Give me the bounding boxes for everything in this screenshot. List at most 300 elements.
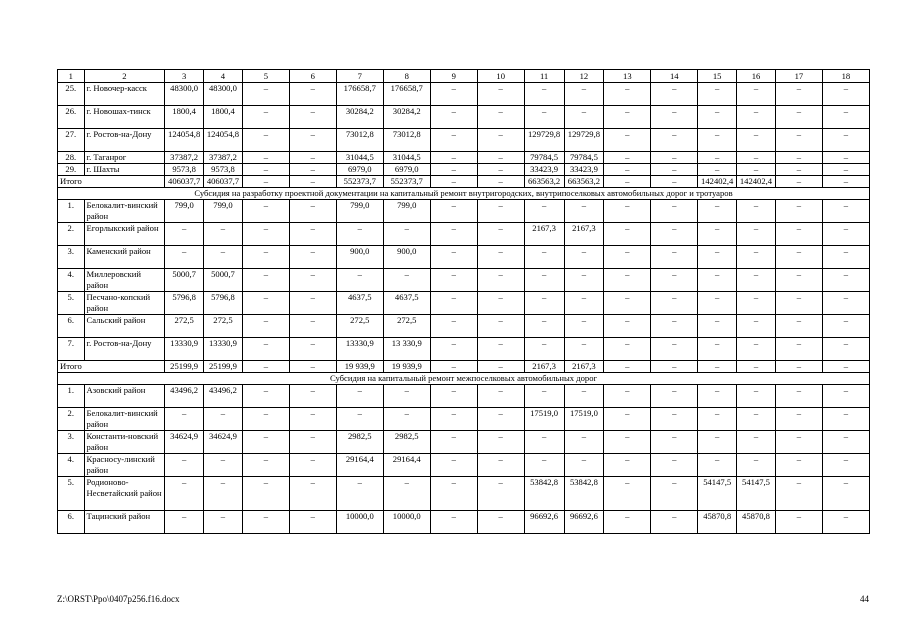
table-cell: – bbox=[604, 408, 651, 431]
table-row bbox=[58, 315, 870, 338]
municipality-name: Красносу-линский район bbox=[84, 454, 165, 477]
table-cell: 9573,8 bbox=[165, 164, 204, 176]
table-cell: – bbox=[477, 246, 524, 269]
table-cell: – bbox=[289, 385, 336, 408]
table-cell: – bbox=[698, 338, 737, 361]
table-cell: – bbox=[822, 106, 869, 129]
document-sheet bbox=[57, 69, 870, 534]
table-cell: – bbox=[564, 431, 604, 454]
table-cell: – bbox=[737, 223, 776, 246]
table-cell: – bbox=[651, 246, 698, 269]
table-cell: – bbox=[698, 408, 737, 431]
table-cell: – bbox=[651, 200, 698, 223]
table-cell: – bbox=[564, 200, 604, 223]
table-cell: 96692,6 bbox=[524, 511, 564, 534]
municipality-name: г. Новочер-касск bbox=[84, 83, 165, 106]
table-cell: – bbox=[651, 408, 698, 431]
table-cell: – bbox=[204, 454, 243, 477]
table-row bbox=[58, 83, 870, 106]
table-cell: – bbox=[289, 361, 336, 373]
table-cell: – bbox=[822, 408, 869, 431]
table-cell: – bbox=[737, 200, 776, 223]
column-number-cell: 8 bbox=[383, 70, 430, 83]
municipality-name: Егорлыкский район bbox=[84, 223, 165, 246]
total-label: Итого bbox=[58, 361, 165, 373]
table-cell: – bbox=[383, 223, 430, 246]
table-cell: – bbox=[430, 511, 477, 534]
table-cell: – bbox=[242, 129, 289, 152]
table-cell: 272,5 bbox=[383, 315, 430, 338]
row-number: 4. bbox=[58, 454, 85, 477]
table-cell: – bbox=[651, 129, 698, 152]
row-number: 2. bbox=[58, 223, 85, 246]
table-cell: – bbox=[430, 385, 477, 408]
table-cell: – bbox=[737, 83, 776, 106]
table-cell: – bbox=[165, 454, 204, 477]
table-cell: 34624,9 bbox=[165, 431, 204, 454]
table-cell: – bbox=[383, 477, 430, 511]
table-cell: – bbox=[737, 269, 776, 292]
table-cell: – bbox=[651, 361, 698, 373]
column-number-cell: 14 bbox=[651, 70, 698, 83]
table-cell: – bbox=[430, 83, 477, 106]
table-cell: – bbox=[737, 361, 776, 373]
table-cell: – bbox=[822, 200, 869, 223]
table-cell: – bbox=[775, 152, 822, 164]
municipality-name: г. Новошах-тинск bbox=[84, 106, 165, 129]
table-cell: – bbox=[822, 223, 869, 246]
table-row bbox=[58, 223, 870, 246]
table-cell: – bbox=[564, 292, 604, 315]
table-cell: – bbox=[775, 83, 822, 106]
table-cell: 2167,3 bbox=[524, 223, 564, 246]
table-cell: 900,0 bbox=[383, 246, 430, 269]
table-cell: 29164,4 bbox=[383, 454, 430, 477]
table-cell: – bbox=[204, 511, 243, 534]
table-cell: – bbox=[604, 477, 651, 511]
table-cell: – bbox=[822, 385, 869, 408]
table-cell: – bbox=[242, 338, 289, 361]
row-number: 3. bbox=[58, 246, 85, 269]
table-cell: – bbox=[430, 361, 477, 373]
table-cell: – bbox=[430, 223, 477, 246]
table-row bbox=[58, 408, 870, 431]
table-cell: – bbox=[698, 315, 737, 338]
table-row bbox=[58, 152, 870, 164]
table-cell: – bbox=[604, 431, 651, 454]
table-cell: – bbox=[430, 338, 477, 361]
table-cell: – bbox=[698, 454, 737, 477]
table-row bbox=[58, 454, 870, 477]
table-cell: – bbox=[564, 269, 604, 292]
table-cell: 43496,2 bbox=[165, 385, 204, 408]
table-cell: – bbox=[289, 454, 336, 477]
row-number: 5. bbox=[58, 292, 85, 315]
table-cell: 5000,7 bbox=[204, 269, 243, 292]
table-cell: 9573,8 bbox=[204, 164, 243, 176]
table-cell: – bbox=[822, 164, 869, 176]
table-cell: – bbox=[651, 269, 698, 292]
table-cell: – bbox=[822, 511, 869, 534]
table-cell: – bbox=[477, 223, 524, 246]
column-number-cell: 18 bbox=[822, 70, 869, 83]
table-cell: – bbox=[564, 83, 604, 106]
total-label: Итого bbox=[58, 176, 165, 188]
table-cell: – bbox=[604, 164, 651, 176]
row-number: 27. bbox=[58, 129, 85, 152]
table-cell: – bbox=[775, 106, 822, 129]
section-heading: Субсидия на разработку проектной документации на капитальный ремонт внутригородских, внутрипоселковых автомобильных дорог и тротуаров bbox=[58, 188, 870, 200]
table-cell: – bbox=[477, 315, 524, 338]
table-cell: – bbox=[698, 246, 737, 269]
table-cell: – bbox=[430, 246, 477, 269]
table-cell: – bbox=[242, 511, 289, 534]
table-cell: – bbox=[604, 83, 651, 106]
table-cell: – bbox=[737, 454, 776, 477]
row-number: 25. bbox=[58, 83, 85, 106]
budget-table bbox=[57, 69, 870, 534]
municipality-name: г. Шахты bbox=[84, 164, 165, 176]
table-cell: 10000,0 bbox=[336, 511, 383, 534]
table-cell: – bbox=[698, 385, 737, 408]
table-cell: – bbox=[698, 223, 737, 246]
table-cell: – bbox=[165, 477, 204, 511]
table-cell: – bbox=[242, 246, 289, 269]
table-cell: 13330,9 bbox=[336, 338, 383, 361]
table-cell: – bbox=[477, 408, 524, 431]
table-cell: – bbox=[737, 315, 776, 338]
table-cell: – bbox=[204, 246, 243, 269]
table-cell: – bbox=[204, 223, 243, 246]
table-cell: – bbox=[604, 338, 651, 361]
table-cell: 5000,7 bbox=[165, 269, 204, 292]
row-number: 26. bbox=[58, 106, 85, 129]
table-cell: – bbox=[477, 385, 524, 408]
table-cell: – bbox=[383, 408, 430, 431]
table-cell: – bbox=[604, 200, 651, 223]
table-cell: – bbox=[604, 246, 651, 269]
table-row bbox=[58, 431, 870, 454]
table-cell: – bbox=[524, 454, 564, 477]
table-cell: – bbox=[242, 200, 289, 223]
table-cell: 31044,5 bbox=[383, 152, 430, 164]
table-cell: – bbox=[289, 431, 336, 454]
table-cell: – bbox=[604, 129, 651, 152]
table-cell: 799,0 bbox=[383, 200, 430, 223]
column-number-cell: 9 bbox=[430, 70, 477, 83]
row-number: 1. bbox=[58, 200, 85, 223]
table-cell: – bbox=[242, 292, 289, 315]
table-cell: – bbox=[165, 246, 204, 269]
table-body bbox=[58, 70, 870, 534]
table-cell: – bbox=[775, 408, 822, 431]
table-cell: – bbox=[651, 385, 698, 408]
table-cell: – bbox=[822, 315, 869, 338]
table-cell: – bbox=[775, 292, 822, 315]
table-cell: – bbox=[651, 106, 698, 129]
table-cell: – bbox=[524, 385, 564, 408]
table-cell: – bbox=[289, 129, 336, 152]
row-number: 6. bbox=[58, 511, 85, 534]
municipality-name: Белокалит-винский район bbox=[84, 200, 165, 223]
table-cell: 2982,5 bbox=[383, 431, 430, 454]
table-cell: – bbox=[651, 431, 698, 454]
table-cell: – bbox=[289, 269, 336, 292]
row-number: 2. bbox=[58, 408, 85, 431]
table-row bbox=[58, 200, 870, 223]
table-cell: 43496,2 bbox=[204, 385, 243, 408]
table-cell: – bbox=[242, 315, 289, 338]
table-cell: 25199,9 bbox=[204, 361, 243, 373]
table-cell: 406037,7 bbox=[165, 176, 204, 188]
column-number-cell: 11 bbox=[524, 70, 564, 83]
table-cell: – bbox=[775, 164, 822, 176]
row-number: 3. bbox=[58, 431, 85, 454]
table-cell: – bbox=[698, 361, 737, 373]
table-cell: – bbox=[242, 164, 289, 176]
table-cell: – bbox=[165, 511, 204, 534]
table-cell: – bbox=[737, 246, 776, 269]
table-cell: – bbox=[289, 83, 336, 106]
table-cell: – bbox=[289, 152, 336, 164]
table-cell: – bbox=[775, 511, 822, 534]
table-cell: – bbox=[204, 408, 243, 431]
municipality-name: Азовский район bbox=[84, 385, 165, 408]
table-cell: 272,5 bbox=[336, 315, 383, 338]
table-cell: – bbox=[822, 176, 869, 188]
column-number-cell: 1 bbox=[58, 70, 85, 83]
table-cell: 19 939,9 bbox=[336, 361, 383, 373]
row-number: 1. bbox=[58, 385, 85, 408]
table-cell: 31044,5 bbox=[336, 152, 383, 164]
table-cell: – bbox=[430, 106, 477, 129]
table-cell: – bbox=[822, 454, 869, 477]
table-cell: – bbox=[698, 106, 737, 129]
table-cell: 1800,4 bbox=[165, 106, 204, 129]
table-cell: 37387,2 bbox=[165, 152, 204, 164]
table-cell: – bbox=[822, 152, 869, 164]
municipality-name: г. Ростов-на-Дону bbox=[84, 338, 165, 361]
table-cell: 29164,4 bbox=[336, 454, 383, 477]
table-cell: – bbox=[775, 129, 822, 152]
table-cell: – bbox=[336, 408, 383, 431]
table-cell: 799,0 bbox=[204, 200, 243, 223]
section-heading-row bbox=[58, 373, 870, 385]
table-cell: – bbox=[242, 454, 289, 477]
table-cell: – bbox=[822, 338, 869, 361]
table-cell: – bbox=[698, 292, 737, 315]
table-cell: 30284,2 bbox=[336, 106, 383, 129]
table-cell: 79784,5 bbox=[564, 152, 604, 164]
table-cell: 10000,0 bbox=[383, 511, 430, 534]
table-cell: 272,5 bbox=[165, 315, 204, 338]
column-number-cell: 15 bbox=[698, 70, 737, 83]
table-cell: 129729,8 bbox=[524, 129, 564, 152]
table-cell: 2982,5 bbox=[336, 431, 383, 454]
table-cell: – bbox=[651, 338, 698, 361]
table-cell: 2167,3 bbox=[564, 223, 604, 246]
table-cell: – bbox=[383, 269, 430, 292]
table-row bbox=[58, 292, 870, 315]
table-cell: – bbox=[477, 338, 524, 361]
table-cell: 6979,0 bbox=[383, 164, 430, 176]
table-cell: 19 939,9 bbox=[383, 361, 430, 373]
table-cell: – bbox=[775, 454, 822, 477]
table-cell: – bbox=[564, 246, 604, 269]
footer-file-path: Z:\ORST\Ppo\0407p256.f16.docx bbox=[57, 594, 180, 604]
table-cell: – bbox=[604, 292, 651, 315]
table-cell: – bbox=[604, 385, 651, 408]
table-cell: – bbox=[698, 269, 737, 292]
column-number-cell: 13 bbox=[604, 70, 651, 83]
table-cell: – bbox=[698, 164, 737, 176]
table-cell: – bbox=[775, 176, 822, 188]
column-number-cell: 12 bbox=[564, 70, 604, 83]
row-number: 7. bbox=[58, 338, 85, 361]
table-cell: – bbox=[822, 477, 869, 511]
total-row bbox=[58, 176, 870, 188]
table-cell: – bbox=[289, 292, 336, 315]
table-cell: – bbox=[524, 338, 564, 361]
table-cell: – bbox=[430, 129, 477, 152]
table-cell: – bbox=[822, 431, 869, 454]
table-cell: – bbox=[737, 106, 776, 129]
table-cell: – bbox=[698, 200, 737, 223]
table-cell: – bbox=[524, 431, 564, 454]
table-cell: – bbox=[477, 269, 524, 292]
table-cell: 25199,9 bbox=[165, 361, 204, 373]
table-cell: – bbox=[430, 152, 477, 164]
table-cell: – bbox=[477, 292, 524, 315]
table-cell: – bbox=[822, 269, 869, 292]
table-cell: – bbox=[336, 223, 383, 246]
table-cell: – bbox=[564, 454, 604, 477]
table-cell: – bbox=[477, 477, 524, 511]
table-cell: – bbox=[524, 200, 564, 223]
table-cell: – bbox=[477, 431, 524, 454]
table-cell: 799,0 bbox=[336, 200, 383, 223]
table-cell: 2167,3 bbox=[564, 361, 604, 373]
table-cell: – bbox=[204, 477, 243, 511]
table-cell: – bbox=[477, 106, 524, 129]
table-row bbox=[58, 269, 870, 292]
column-number-row bbox=[58, 70, 870, 83]
column-number-cell: 7 bbox=[336, 70, 383, 83]
table-cell: 54147,5 bbox=[737, 477, 776, 511]
table-cell: – bbox=[289, 223, 336, 246]
table-cell: 13330,9 bbox=[165, 338, 204, 361]
table-cell: 53842,8 bbox=[524, 477, 564, 511]
table-cell: – bbox=[524, 292, 564, 315]
table-cell: – bbox=[430, 269, 477, 292]
table-cell: – bbox=[289, 408, 336, 431]
table-cell: – bbox=[430, 200, 477, 223]
table-cell: 34624,9 bbox=[204, 431, 243, 454]
table-row bbox=[58, 129, 870, 152]
row-number: 5. bbox=[58, 477, 85, 511]
table-cell: – bbox=[737, 164, 776, 176]
table-cell: – bbox=[477, 361, 524, 373]
column-number-cell: 6 bbox=[289, 70, 336, 83]
table-cell: 5796,8 bbox=[165, 292, 204, 315]
table-cell: – bbox=[822, 246, 869, 269]
table-cell: – bbox=[564, 338, 604, 361]
municipality-name: Сальский район bbox=[84, 315, 165, 338]
table-cell: – bbox=[775, 338, 822, 361]
table-row bbox=[58, 106, 870, 129]
column-number-cell: 5 bbox=[242, 70, 289, 83]
table-cell: – bbox=[242, 477, 289, 511]
table-cell: – bbox=[737, 431, 776, 454]
column-number-cell: 4 bbox=[204, 70, 243, 83]
table-cell: 176658,7 bbox=[336, 83, 383, 106]
table-cell: 272,5 bbox=[204, 315, 243, 338]
table-cell: – bbox=[430, 431, 477, 454]
table-cell: – bbox=[651, 477, 698, 511]
table-cell: – bbox=[165, 223, 204, 246]
row-number: 29. bbox=[58, 164, 85, 176]
table-cell: 5796,8 bbox=[204, 292, 243, 315]
table-cell: – bbox=[524, 106, 564, 129]
table-cell: – bbox=[336, 477, 383, 511]
table-cell: – bbox=[651, 511, 698, 534]
table-cell: – bbox=[775, 223, 822, 246]
table-cell: – bbox=[477, 454, 524, 477]
table-cell: – bbox=[477, 83, 524, 106]
table-cell: 30284,2 bbox=[383, 106, 430, 129]
footer-page-number: 44 bbox=[860, 594, 869, 604]
section-heading: Субсидия на капитальный ремонт межпоселковых автомобильных дорог bbox=[58, 373, 870, 385]
table-cell: – bbox=[242, 385, 289, 408]
table-cell: – bbox=[524, 246, 564, 269]
table-cell: – bbox=[289, 511, 336, 534]
table-cell: – bbox=[775, 385, 822, 408]
table-cell: – bbox=[737, 152, 776, 164]
table-cell: – bbox=[430, 408, 477, 431]
table-cell: – bbox=[430, 477, 477, 511]
table-cell: – bbox=[242, 106, 289, 129]
table-cell: – bbox=[698, 129, 737, 152]
table-cell: – bbox=[775, 246, 822, 269]
municipality-name: Родионово-Несветайский район bbox=[84, 477, 165, 511]
municipality-name: Каменский район bbox=[84, 246, 165, 269]
table-cell: – bbox=[383, 385, 430, 408]
table-cell: – bbox=[430, 315, 477, 338]
table-cell: – bbox=[604, 361, 651, 373]
table-cell: 1800,4 bbox=[204, 106, 243, 129]
table-cell: 13 330,9 bbox=[383, 338, 430, 361]
section-heading-row bbox=[58, 188, 870, 200]
table-cell: 406037,7 bbox=[204, 176, 243, 188]
table-cell: 13330,9 bbox=[204, 338, 243, 361]
table-cell: – bbox=[242, 83, 289, 106]
municipality-name: Песчано-копский район bbox=[84, 292, 165, 315]
table-cell: 45870,8 bbox=[737, 511, 776, 534]
table-cell: – bbox=[737, 385, 776, 408]
table-cell: – bbox=[698, 431, 737, 454]
table-cell: – bbox=[775, 431, 822, 454]
table-cell: – bbox=[524, 315, 564, 338]
table-cell: – bbox=[289, 200, 336, 223]
table-cell: – bbox=[289, 477, 336, 511]
municipality-name: г. Таганрог bbox=[84, 152, 165, 164]
table-cell: 4637,5 bbox=[336, 292, 383, 315]
table-cell: – bbox=[604, 454, 651, 477]
table-cell: 48300,0 bbox=[204, 83, 243, 106]
column-number-cell: 10 bbox=[477, 70, 524, 83]
column-number-cell: 2 bbox=[84, 70, 165, 83]
table-cell: – bbox=[698, 152, 737, 164]
